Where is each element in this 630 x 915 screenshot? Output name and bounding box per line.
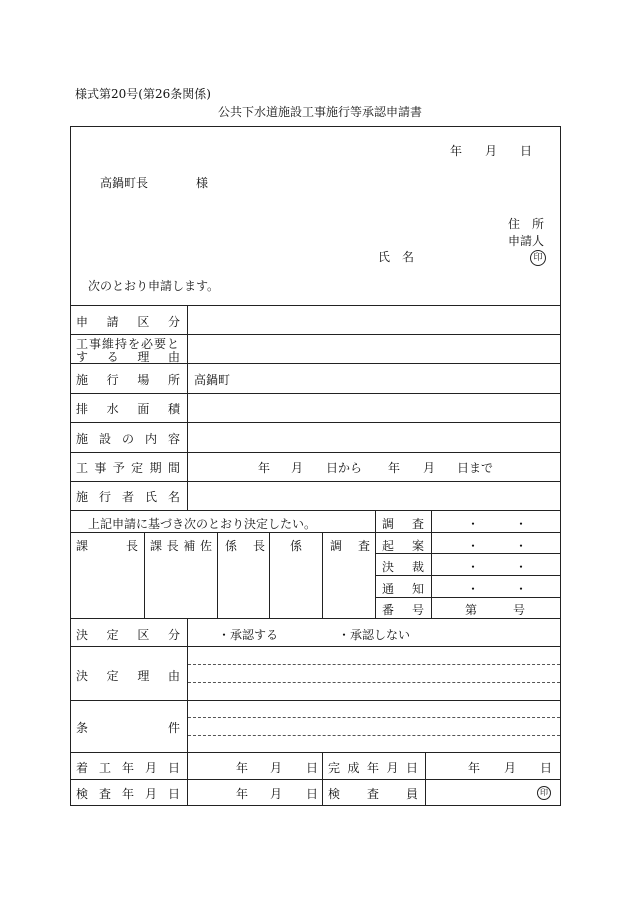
role-deputy-chief: 課 長 補 佐 — [150, 539, 212, 553]
address-label: 住 所 — [508, 217, 545, 231]
schedule-label: 工 事 予 定 期 間 — [76, 461, 180, 475]
approve-option[interactable]: ・承認する — [218, 628, 279, 642]
date-dot: ・ — [515, 582, 528, 596]
schedule-to-month: 月 — [423, 461, 436, 475]
step-investigation: 調 査 — [382, 517, 424, 531]
completion-date-label: 完 成 年 月 日 — [328, 761, 418, 775]
inspector-label: 検 査 員 — [328, 787, 418, 801]
role-investigation: 調 査 — [330, 539, 370, 553]
inspection-month: 月 — [270, 787, 283, 801]
approval-intro: 上記申請に基づき次のとおり決定したい。 — [88, 517, 317, 531]
inspection-year: 年 — [236, 787, 249, 801]
location-label: 施 行 場 所 — [76, 373, 180, 387]
honorific: 様 — [196, 176, 209, 190]
date-dot: ・ — [467, 560, 480, 574]
date-dot: ・ — [467, 582, 480, 596]
number-label: 番 号 — [382, 603, 424, 617]
addressee: 高鍋町長 — [100, 176, 149, 190]
inspection-date-label: 検 査 年 月 日 — [76, 787, 180, 801]
date-dot: ・ — [515, 517, 528, 531]
start-day: 日 — [306, 761, 319, 775]
name-label: 氏 名 — [378, 250, 415, 264]
request-text: 次のとおり申請します。 — [88, 279, 220, 293]
start-month: 月 — [270, 761, 283, 775]
decision-reason-label: 決 定 理 由 — [76, 669, 180, 683]
start-date-label: 着 工 年 月 日 — [76, 761, 180, 775]
drainage-area-label: 排 水 面 積 — [76, 402, 180, 416]
date-dot: ・ — [467, 517, 480, 531]
category-label: 申 請 区 分 — [76, 315, 180, 329]
schedule-from-year: 年 — [258, 461, 271, 475]
number-suffix: 号 — [513, 603, 526, 617]
operator-name-label: 施 行 者 氏 名 — [76, 490, 180, 504]
decision-category-label: 決 定 区 分 — [76, 628, 180, 642]
inspector-seal-icon: 印 — [537, 786, 551, 800]
completion-day: 日 — [540, 761, 553, 775]
reason-label-line1: 工事維持を必要と — [76, 337, 181, 351]
number-prefix: 第 — [465, 603, 478, 617]
conditions-label-right: 件 — [168, 721, 181, 735]
date-year: 年 — [450, 144, 463, 158]
role-section-chief: 課 長 — [76, 539, 138, 553]
location-value: 高鍋町 — [194, 373, 231, 387]
date-dot: ・ — [515, 539, 528, 553]
conditions-label-left: 条 — [76, 721, 89, 735]
schedule-to-day: 日まで — [457, 461, 494, 475]
date-dot: ・ — [467, 539, 480, 553]
step-notification: 通 知 — [382, 582, 424, 596]
applicant-seal-icon: 印 — [530, 250, 546, 266]
step-draft: 起 案 — [382, 539, 424, 553]
date-day: 日 — [520, 144, 533, 158]
schedule-from-day: 日から — [326, 461, 363, 475]
facility-content-label: 施 設 の 内 容 — [76, 432, 180, 446]
role-unit-chief: 係 長 — [225, 539, 265, 553]
date-month: 月 — [485, 144, 498, 158]
completion-year: 年 — [468, 761, 481, 775]
reject-option[interactable]: ・承認しない — [338, 628, 411, 642]
document-title: 公共下水道施設工事施行等承認申請書 — [218, 105, 423, 119]
form-number: 様式第20号(第26条関係) — [75, 87, 211, 101]
step-decision: 決 裁 — [382, 560, 424, 574]
reason-label-line2: す る 理 由 — [76, 350, 180, 364]
schedule-from-month: 月 — [291, 461, 304, 475]
inspection-day: 日 — [306, 787, 319, 801]
role-staff: 係 — [290, 539, 303, 553]
applicant-label: 申請人 — [508, 234, 545, 248]
date-dot: ・ — [515, 560, 528, 574]
start-year: 年 — [236, 761, 249, 775]
schedule-to-year: 年 — [388, 461, 401, 475]
completion-month: 月 — [504, 761, 517, 775]
